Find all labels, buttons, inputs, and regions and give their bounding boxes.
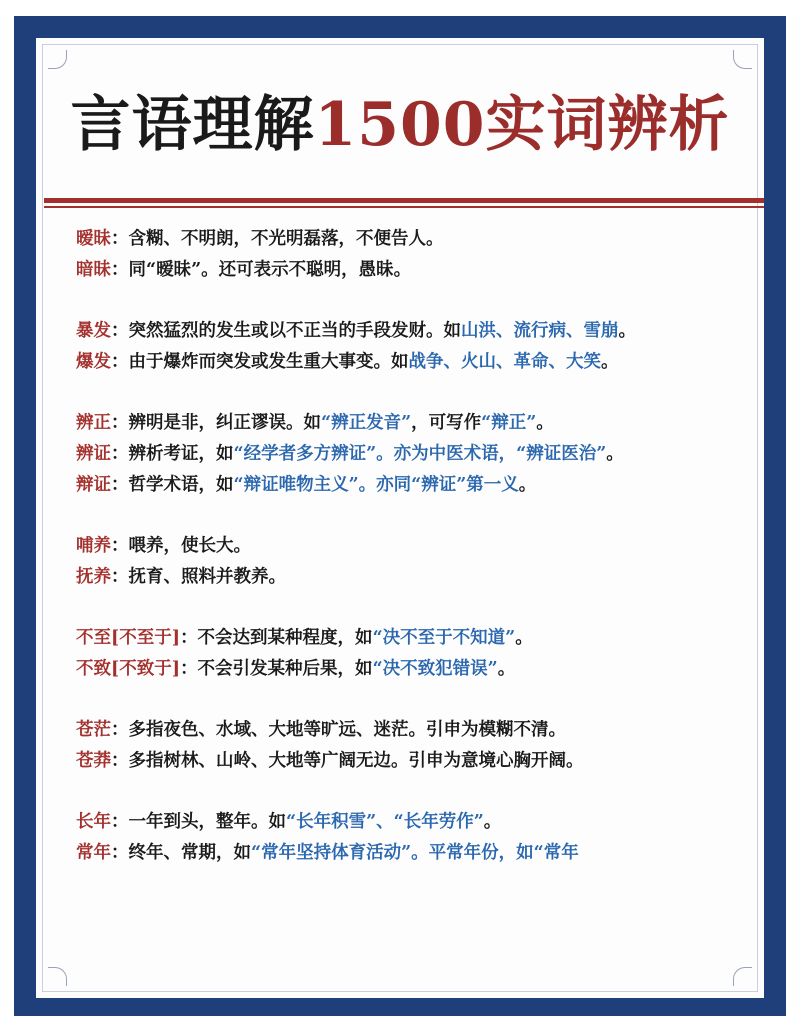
group-spacer: [76, 501, 736, 531]
group-spacer: [76, 777, 736, 807]
title-part-red: 1500实词辨析: [314, 90, 730, 160]
term-label: 常年: [76, 843, 111, 863]
definition-text: ：不会引发某种后果，如: [180, 659, 373, 679]
group-spacer: [76, 378, 736, 408]
definition-text: ：多指夜色、水域、大地等旷远、迷茫。引申为模糊不清。: [111, 720, 566, 740]
definition-text: ：多指树林、山岭、大地等广阔无边。引申为意境心胸开阔。: [111, 751, 584, 771]
definition-entry: [76, 439, 736, 470]
paper-sheet: [36, 38, 764, 998]
term-label: 辩证: [76, 475, 111, 495]
example-highlight: “决不致犯错误”: [372, 659, 498, 679]
definition-text: 。: [497, 659, 516, 679]
example-highlight: “常年坚持体育活动”。平常年份，如“常年: [251, 843, 579, 863]
term-label: 爆发: [76, 352, 111, 372]
definition-entry: [76, 807, 736, 838]
definition-text: 。: [518, 475, 537, 495]
term-label: 抚养: [76, 567, 111, 587]
example-highlight: “经学者多方辨证”。亦为中医术语，“辨证医治”: [233, 444, 607, 464]
definition-text: ：由于爆炸而突发或发生重大事变。如: [111, 352, 409, 372]
example-highlight: 战争、火山、革命、大笑: [408, 352, 601, 372]
definition-text: ：不会达到某种程度，如: [180, 628, 373, 648]
corner-ornament: [733, 967, 752, 986]
definition-entry: [76, 838, 736, 869]
definition-entry: [76, 746, 736, 777]
example-highlight: “辩正”: [481, 413, 537, 433]
title-part-black: 言语理解: [70, 90, 315, 160]
group-spacer: [76, 593, 736, 623]
definition-text: ：同“暧昧”。还可表示不聪明，愚昧。: [111, 260, 412, 280]
example-highlight: “长年积雪”、“长年劳作”: [286, 812, 484, 832]
definition-text: ：突然猛烈的发生或以不正当的手段发财。如: [111, 321, 461, 341]
definition-entry: [76, 255, 736, 286]
page-title: [36, 90, 764, 160]
definition-text: 。: [606, 444, 624, 464]
corner-ornament: [48, 967, 67, 986]
blue-frame: [14, 16, 786, 1016]
term-label: 哺养: [76, 536, 111, 556]
term-label: 不致[不致于]: [76, 659, 181, 679]
example-highlight: “辩证唯物主义”。亦同“辨证”第一义: [233, 475, 519, 495]
example-highlight: 山洪、流行病、雪崩: [461, 321, 619, 341]
definition-entry: [76, 715, 736, 746]
definition-entry: [76, 408, 736, 439]
title-rule-thick: [44, 198, 764, 203]
term-label: 苍莽: [76, 751, 111, 771]
definition-text: 。: [536, 413, 554, 433]
definition-text: ：抚育、照料并教养。: [111, 567, 286, 587]
definition-text: ：辨明是非，纠正谬误。如: [111, 413, 321, 433]
example-highlight: “辨正发音”: [321, 413, 412, 433]
definition-text: ：喂养，使长大。: [111, 536, 251, 556]
definition-entry: [76, 224, 736, 255]
definition-text: 。: [483, 812, 502, 832]
group-spacer: [76, 286, 736, 316]
definition-entry: [76, 531, 736, 562]
definition-entry: [76, 623, 736, 654]
entry-list: [76, 224, 736, 869]
group-spacer: [76, 685, 736, 715]
definition-entry: [76, 562, 736, 593]
definition-text: 。: [618, 321, 636, 341]
term-label: 暧昧: [76, 229, 111, 249]
definition-entry: [76, 470, 736, 501]
term-label: 苍茫: [76, 720, 111, 740]
corner-ornament: [733, 50, 752, 69]
term-label: 长年: [76, 812, 111, 832]
term-label: 辨正: [76, 413, 111, 433]
title-rule-thin: [44, 206, 764, 208]
term-label: 不至[不至于]: [76, 628, 181, 648]
term-label: 暴发: [76, 321, 111, 341]
definition-text: ：含糊、不明朗，不光明磊落，不便告人。: [111, 229, 444, 249]
definition-text: ：辨析考证，如: [111, 444, 234, 464]
term-label: 暗昧: [76, 260, 111, 280]
definition-text: ：哲学术语，如: [111, 475, 234, 495]
definition-entry: [76, 316, 736, 347]
term-label: 辨证: [76, 444, 111, 464]
definition-entry: [76, 347, 736, 378]
example-highlight: “决不至于不知道”: [372, 628, 516, 648]
definition-text: ：一年到头，整年。如: [111, 812, 286, 832]
definition-text: ，可写作: [411, 413, 482, 433]
definition-text: 。: [601, 352, 619, 372]
definition-text: ：终年、常期，如: [111, 843, 251, 863]
definition-entry: [76, 654, 736, 685]
definition-text: 。: [515, 628, 533, 648]
corner-ornament: [48, 50, 67, 69]
